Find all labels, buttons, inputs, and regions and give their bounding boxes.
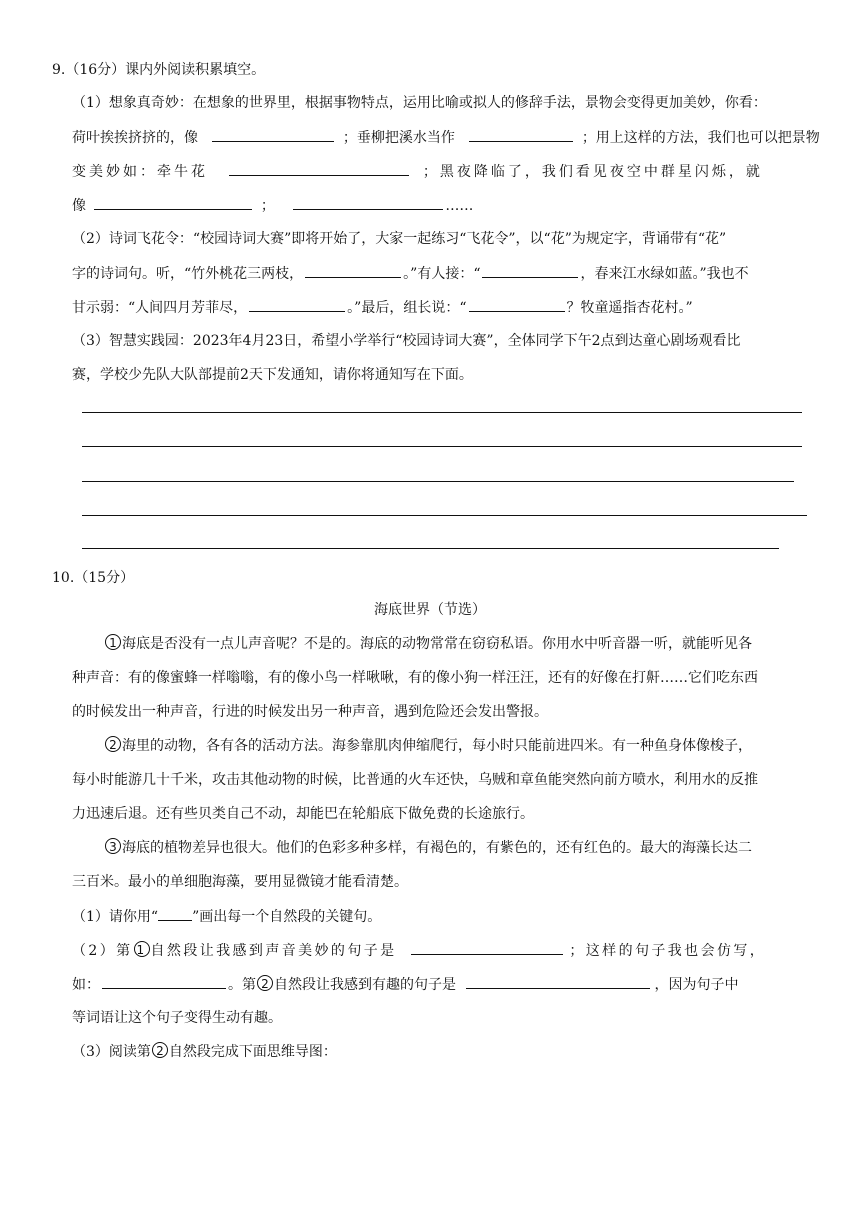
para-number-2: 2 [105, 736, 121, 752]
q9-p2-line1: （2）诗词飞花令：“校园诗词大赛”即将开始了，大家一起练习“飞花令”，以“花”为规定字，背诵带有“花” [72, 231, 727, 247]
q9-p2-line3 [72, 297, 693, 318]
q9-p1-text-d: 变美妙如：牵牛花 [72, 164, 208, 180]
q9-p3-line2: 赛，学校少先队大队部提前2天下发通知，请你将通知写在下面。 [72, 367, 473, 383]
q9-p1-text-c: ；用上这样的方法，我们也可以把景物 [581, 130, 820, 146]
q10-sub2-text-g: ，因为句子中 [654, 977, 739, 993]
q9-p1-text-g: ； [260, 198, 275, 214]
answer-blank[interactable] [466, 974, 650, 989]
q10-sub2-text-f: 自然段让我感到有趣的句子是 [274, 977, 456, 993]
q10-sub2-text-e: 。第 [228, 977, 256, 993]
q9-p2-text-c: ，春来江水绿如蓝。”我也不 [580, 266, 749, 282]
q9-p2-text-f: ？牧童遥指杏花村。” [566, 300, 693, 316]
para3-text: 海底的植物差异也很大。他们的色彩多种多样，有褐色的，有紫色的，还有红色的。最大的海藻长达二 [122, 840, 752, 856]
answer-blank[interactable] [229, 161, 409, 176]
para3-line2: 三百米。最小的单细胞海藻，要用显微镜才能看清楚。 [72, 874, 408, 890]
para3-line1 [104, 838, 752, 858]
writing-line[interactable] [82, 548, 779, 549]
q10-sub2-text-c: ；这样的句子我也会仿写， [569, 943, 767, 959]
q10-sub3-text-b: 自然段完成下面思维导图： [168, 1044, 337, 1060]
para-ref-2: 2 [257, 975, 273, 991]
q9-p2-line2 [72, 263, 749, 284]
q10-sub2-text-a: （2）第 [72, 943, 133, 959]
answer-blank[interactable] [293, 195, 443, 210]
q10-sub1-text-a: （1）请你用“ [72, 909, 159, 925]
q10-sub2-text-b: 自然段让我感到声音美妙的句子是 [150, 943, 397, 959]
q10-sub2-line3: 等词语让这个句子变得生动有趣。 [72, 1010, 282, 1026]
q9-p1-line2 [72, 127, 820, 148]
q9-p1-line1: （1）想象真奇妙：在想象的世界里，根据事物特点，运用比喻或拟人的修辞手法，景物会变得更加美妙，你看： [72, 95, 767, 111]
q10-sub2-line1 [72, 940, 766, 961]
q9-p3-line1: （3）智慧实践园：2023年4月23日，希望小学举行“校园诗词大赛”，全体同学下午2点到达童心剧场观看比 [72, 333, 741, 349]
q10-sub2-line2 [72, 974, 738, 995]
q9-p2-text-a: 字的诗词句。听，“竹外桃花三两枝， [72, 266, 304, 282]
q9-p1-line4 [72, 195, 473, 216]
para-ref-2: 2 [152, 1042, 168, 1058]
para-number-1: 1 [105, 634, 121, 650]
q9-p1-text-h: …… [445, 198, 474, 214]
q10-sub1-text-b: ”画出每一个自然段的关键句。 [192, 909, 382, 925]
para2-line1 [104, 736, 752, 756]
answer-blank[interactable] [469, 127, 573, 142]
q9-p1-line3 [72, 161, 763, 182]
q9-p1-text-f: 像 [72, 198, 86, 214]
q10-sub3-text-a: （3）阅读第 [72, 1044, 151, 1060]
para2-line2: 每小时能游几十千米，攻击其他动物的时候，比普通的火车还快，乌贼和章鱼能突然向前方喷水，利用水的反推 [72, 772, 758, 788]
writing-line[interactable] [82, 412, 802, 413]
q9-p1-text-a: 荷叶挨挨挤挤的，像 [72, 130, 198, 146]
answer-blank[interactable] [411, 940, 563, 955]
q9-header: 9.（16分）课内外阅读积累填空。 [52, 62, 266, 78]
q10-sub2-text-d: 如： [72, 977, 100, 993]
q10-sub3 [72, 1042, 337, 1062]
answer-blank[interactable] [305, 263, 401, 278]
passage-title: 海底世界（节选） [374, 602, 486, 618]
para1-line1 [104, 634, 752, 654]
answer-blank[interactable] [212, 127, 334, 142]
q10-header: 10.（15分） [52, 570, 135, 586]
writing-line[interactable] [82, 446, 802, 447]
writing-line[interactable] [82, 481, 794, 482]
answer-blank[interactable] [102, 974, 226, 989]
q10-sub1 [72, 906, 381, 927]
answer-blank[interactable] [482, 263, 578, 278]
q9-p2-text-e: 。”最后，组长说：“ [347, 300, 467, 316]
para1-text: 海底是否没有一点儿声音呢？不是的。海底的动物常常在窃窃私语。你用水中听音器一听，就能听见各 [122, 636, 752, 652]
answer-blank[interactable] [249, 297, 345, 312]
underline-sample [158, 906, 192, 921]
writing-line[interactable] [82, 515, 807, 516]
answer-blank[interactable] [94, 195, 252, 210]
para1-line2: 种声音：有的像蜜蜂一样嗡嗡，有的像小鸟一样啾啾，有的像小狗一样汪汪，还有的好像在打鼾……它们吃东西 [72, 670, 758, 686]
q9-p1-text-e: ；黑夜降临了，我们看见夜空中群星闪烁，就 [422, 164, 763, 180]
q9-p2-text-d: 甘示弱：“人间四月芳菲尽， [72, 300, 248, 316]
para-number-3: 3 [105, 838, 121, 854]
para2-text: 海里的动物，各有各的活动方法。海参靠肌肉伸缩爬行，每小时只能前进四米。有一种鱼身体像梭子， [122, 738, 752, 754]
answer-blank[interactable] [469, 297, 565, 312]
para1-line3: 的时候发出一种声音，行进的时候发出另一种声音，遇到危险还会发出警报。 [72, 704, 548, 720]
q9-p2-text-b: 。”有人接：“ [403, 266, 481, 282]
para2-line3: 力迅速后退。还有些贝类自己不动，却能巴在轮船底下做免费的长途旅行。 [72, 806, 534, 822]
q9-p1-text-b: ；垂柳把溪水当作 [342, 130, 455, 146]
para-ref-1: 1 [134, 941, 150, 957]
